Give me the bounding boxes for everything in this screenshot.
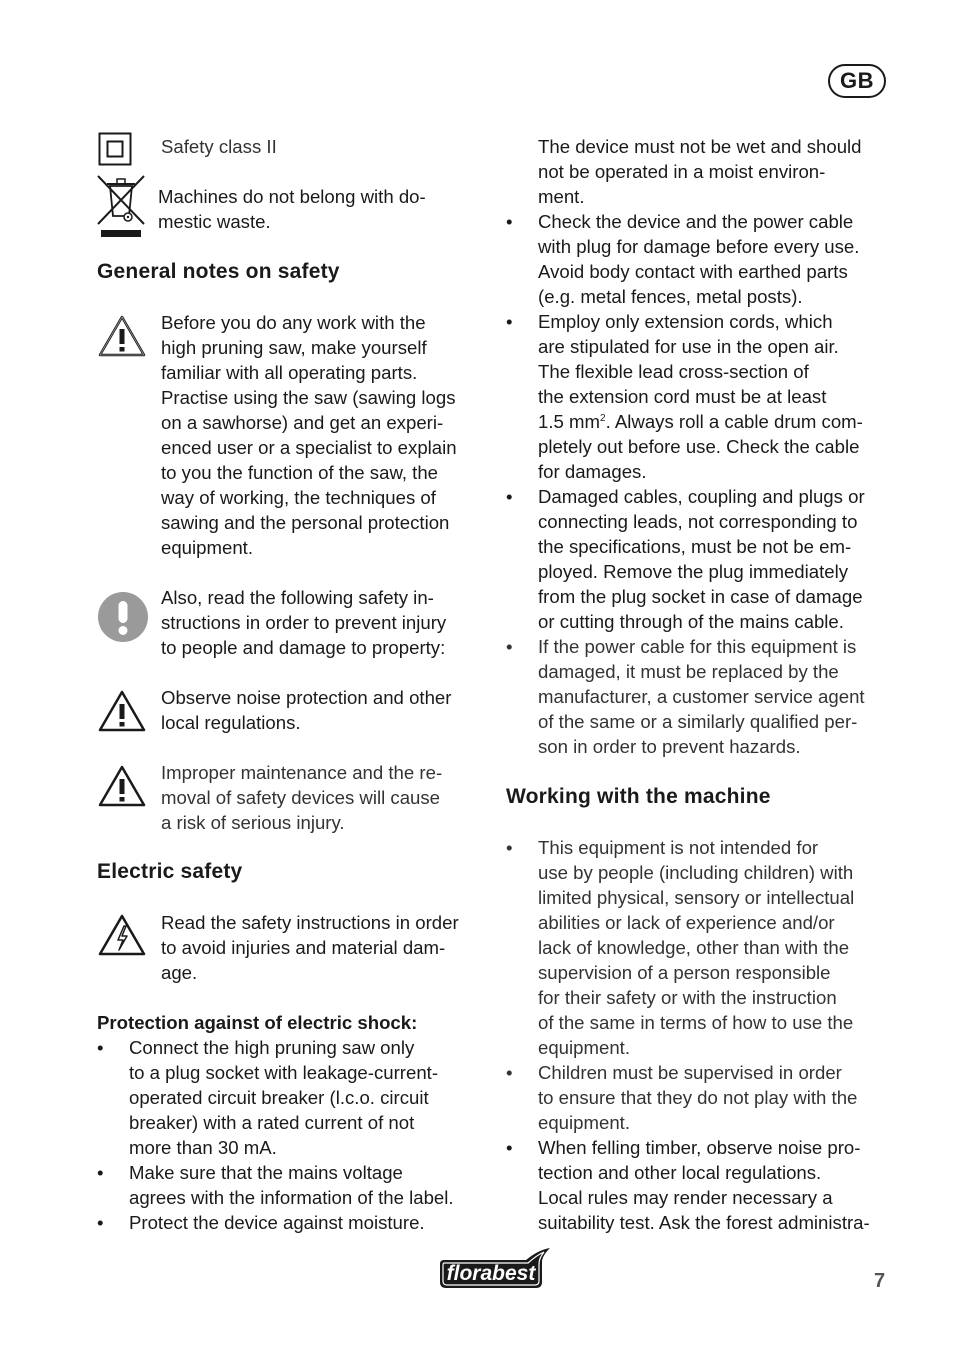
exclamation-circle-icon	[97, 591, 149, 643]
text-line: Also, read the following safety in-	[161, 587, 434, 608]
warning-triangle-icon	[97, 314, 147, 358]
electric-safety-list	[506, 209, 906, 759]
text-line: • Protect the device against moisture.	[129, 1212, 425, 1233]
text-line: the specifications, must be not be em-	[538, 536, 852, 557]
text-line: from the plug socket in case of damage	[538, 586, 863, 607]
warning-paragraph-2	[161, 685, 451, 735]
list-item	[506, 209, 906, 309]
text-line: moval of safety devices will cause	[161, 787, 441, 808]
text-line: more than 30 mA.	[129, 1137, 277, 1158]
heading-electric-safety: Electric safety	[97, 860, 243, 883]
text-line: the extension cord must be at least	[538, 386, 827, 407]
language-badge: GB	[828, 64, 886, 98]
safety-class-label: Safety class II	[161, 136, 277, 157]
list-item	[506, 309, 906, 484]
list-item	[506, 484, 906, 634]
text-line: sawing and the personal protection	[161, 512, 450, 533]
text-line	[538, 409, 906, 434]
text-line: tection and other local regulations.	[538, 1162, 822, 1183]
warning-paragraph-3	[161, 760, 442, 835]
text-line: • Employ only extension cords, which	[538, 311, 833, 332]
text-line: • Connect the high pruning saw only	[129, 1037, 415, 1058]
text-run: . Always roll a cable drum com-	[605, 411, 863, 432]
text-line: on a sawhorse) and get an experi-	[161, 412, 444, 433]
text-line: breaker) with a rated current of not	[129, 1112, 415, 1133]
text-line: structions in order to prevent injury	[161, 612, 447, 633]
notice-paragraph	[161, 585, 446, 660]
working-list	[506, 835, 906, 1235]
superscript: 2	[600, 412, 606, 424]
text-line: for damages.	[538, 461, 647, 482]
text-line: supervision of a person responsible	[538, 962, 831, 983]
text-line: equipment.	[161, 537, 253, 558]
text-line: Read the safety instructions in order	[161, 912, 459, 933]
text-line: to ensure that they do not play with the	[538, 1087, 858, 1108]
text-line: are stipulated for use in the open air.	[538, 336, 839, 357]
text-line: or cutting through of the mains cable.	[538, 611, 844, 632]
electric-warning-paragraph	[161, 910, 459, 985]
warning-triangle-icon	[97, 764, 147, 808]
text-line: to avoid injuries and material dam-	[161, 937, 446, 958]
text-line: manufacturer, a customer service agent	[538, 686, 865, 707]
text-line: Local rules may render necessary a	[538, 1187, 833, 1208]
text-line: Before you do any work with the	[161, 312, 426, 333]
text-line: not be operated in a moist environ-	[538, 161, 826, 182]
warning-triangle-icon	[97, 689, 147, 733]
text-line: connecting leads, not corresponding to	[538, 511, 858, 532]
waste-note-line: mestic waste.	[158, 211, 271, 232]
text-line: Practise using the saw (sawing logs	[161, 387, 456, 408]
text-line: (e.g. metal fences, metal posts).	[538, 286, 803, 307]
page-number: 7	[874, 1270, 886, 1292]
text-line: Avoid body contact with earthed parts	[538, 261, 848, 282]
text-line: equipment.	[538, 1112, 630, 1133]
text-line: abilities or lack of experience and/or	[538, 912, 835, 933]
florabest-logo	[438, 1244, 552, 1290]
waste-note	[158, 184, 426, 234]
text-line: • Damaged cables, coupling and plugs or	[538, 486, 865, 507]
text-line: • This equipment is not intended for	[538, 837, 819, 858]
text-line: pletely out before use. Check the cable	[538, 436, 860, 457]
protection-list	[97, 1035, 497, 1235]
text-line: The device must not be wet and should	[538, 136, 862, 157]
text-line: ment.	[538, 186, 585, 207]
text-line: familiar with all operating parts.	[161, 362, 418, 383]
text-line: • When felling timber, observe noise pro-	[538, 1137, 861, 1158]
text-line: to people and damage to property:	[161, 637, 446, 658]
text-line: • Check the device and the power cable	[538, 211, 854, 232]
list-item	[506, 1060, 906, 1135]
text-line: a risk of serious injury.	[161, 812, 345, 833]
heading-working-with-machine: Working with the machine	[506, 785, 771, 808]
text-line: ployed. Remove the plug immediately	[538, 561, 849, 582]
protection-heading: Protection against of electric shock:	[97, 1012, 418, 1033]
text-line: for their safety or with the instruction	[538, 987, 837, 1008]
text-line: Improper maintenance and the re-	[161, 762, 443, 783]
text-line: • Make sure that the mains voltage	[129, 1162, 403, 1183]
text-line: lack of knowledge, other than with the	[538, 937, 850, 958]
continuation-paragraph	[538, 134, 862, 209]
crossed-bin-icon	[96, 174, 146, 238]
list-item	[506, 835, 906, 1060]
text-line: The flexible lead cross-section of	[538, 361, 809, 382]
text-line: local regulations.	[161, 712, 301, 733]
text-line: • If the power cable for this equipment is	[538, 636, 857, 657]
text-line: age.	[161, 962, 198, 983]
text-line: to you the function of the saw, the	[161, 462, 439, 483]
text-line: with plug for damage before every use.	[538, 236, 860, 257]
list-item	[97, 1210, 497, 1235]
list-item	[506, 634, 906, 759]
heading-general-safety: General notes on safety	[97, 260, 340, 283]
text-line: high pruning saw, make yourself	[161, 337, 427, 358]
list-item	[506, 1135, 906, 1235]
safety-class-ii-icon	[98, 132, 132, 166]
waste-note-line: Machines do not belong with do-	[158, 186, 426, 207]
warning-paragraph-1	[161, 310, 457, 560]
text-line: equipment.	[538, 1037, 630, 1058]
text-line: limited physical, sensory or intellectual	[538, 887, 855, 908]
list-item	[97, 1160, 497, 1210]
text-line: damaged, it must be replaced by the	[538, 661, 839, 682]
text-line: Observe noise protection and other	[161, 687, 452, 708]
text-line: operated circuit breaker (l.c.o. circuit	[129, 1087, 429, 1108]
text-line: of the same or a similarly qualified per-	[538, 711, 858, 732]
text-line: • Children must be supervised in order	[538, 1062, 842, 1083]
list-item	[97, 1035, 497, 1160]
text-line: of the same in terms of how to use the	[538, 1012, 854, 1033]
text-line: use by people (including children) with	[538, 862, 854, 883]
logo-text: florabest	[446, 1262, 536, 1285]
electric-hazard-icon	[97, 913, 147, 957]
text-line: way of working, the techniques of	[161, 487, 436, 508]
text-line: agrees with the information of the label.	[129, 1187, 454, 1208]
text-line: to a plug socket with leakage-current-	[129, 1062, 439, 1083]
text-line: enced user or a specialist to explain	[161, 437, 457, 458]
text-line: son in order to prevent hazards.	[538, 736, 801, 757]
text-run: 1.5 mm	[538, 411, 600, 432]
text-line: suitability test. Ask the forest administra-	[538, 1212, 870, 1233]
